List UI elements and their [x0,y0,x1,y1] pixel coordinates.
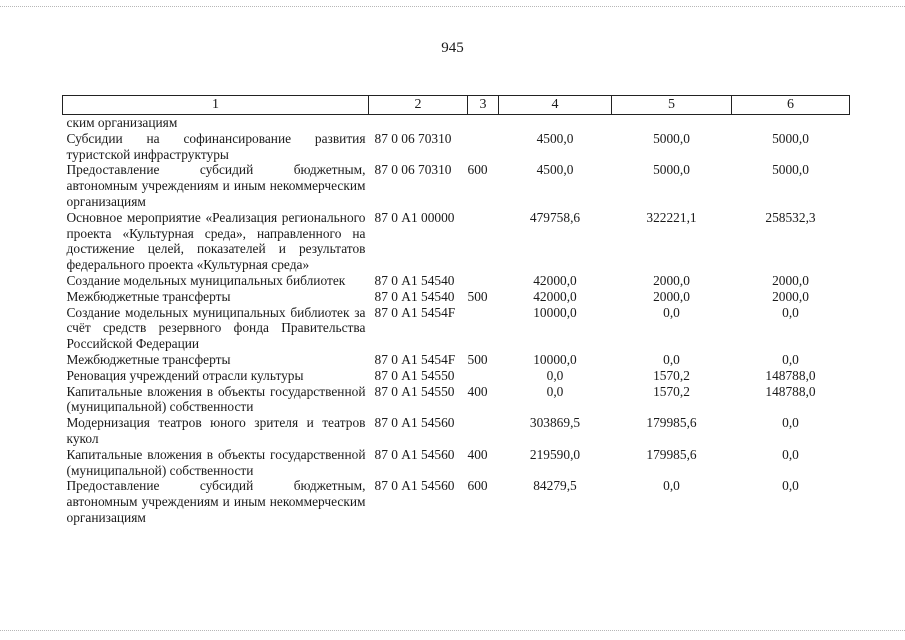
row-value-year1: 42000,0 [533,288,577,304]
row-value-year1: 4500,0 [536,162,574,178]
row-name: Капитальные вложения в объекты государственной (муниципальной) собственности [66,446,366,478]
row-value-year3: 0,0 [782,304,799,320]
table-row [63,368,850,384]
row-value-year2: 5000,0 [653,162,690,178]
column-header-type: 3 [468,96,499,115]
page-number: 945 [441,40,464,56]
table-row [63,162,850,209]
row-value-year3: 2000,0 [772,272,809,288]
table-row [63,289,850,305]
row-value-year1: 42000,0 [533,272,577,288]
row-code: 87 0 А1 5454F [374,351,456,367]
row-value-year3 [732,115,850,131]
row-code: 87 0 А1 54550 [374,383,455,399]
row-value-year2: 0,0 [663,304,680,320]
row-name: Предоставление субсидий бюджетным, автономным учреждениям и иным некоммерческим организациям [66,162,366,209]
row-expense-type [468,273,499,289]
row-code: 87 0 06 70310 [374,162,452,178]
table-body [63,115,850,526]
column-header-code: 2 [369,96,468,115]
row-expense-type: 500 [467,288,488,304]
row-value-year1: 479758,6 [529,209,581,225]
row-value-year1: 10000,0 [533,351,577,367]
row-expense-type: 400 [467,446,488,462]
row-value-year2: 2000,0 [653,288,690,304]
row-value-year3: 0,0 [782,351,799,367]
row-value-year1 [499,115,612,131]
header-row [63,96,850,115]
row-value-year2: 322221,1 [646,209,697,225]
budget-table [62,95,850,526]
row-value-year1: 0,0 [546,367,564,383]
row-value-year2: 1570,2 [653,383,690,399]
scan-edge-top [0,6,905,8]
row-code: 87 0 А1 54540 [374,288,455,304]
row-value-year1: 4500,0 [536,130,574,146]
row-expense-type [468,415,499,447]
column-header-year1: 4 [499,96,612,115]
row-value-year2: 179985,6 [646,446,697,462]
row-name: Субсидии на софинансирование развития туристской инфраструктуры [66,130,366,162]
row-value-year3: 148788,0 [765,383,816,399]
column-header-name: 1 [63,96,369,115]
row-code: 87 0 А1 54540 [374,272,455,288]
row-name: Капитальные вложения в объекты государственной (муниципальной) собственности [66,383,366,415]
row-value-year2 [612,115,732,131]
row-value-year3: 148788,0 [765,367,816,383]
row-expense-type [468,305,499,352]
row-value-year2: 2000,0 [653,272,690,288]
row-expense-type [468,368,499,384]
row-value-year2: 179985,6 [646,415,697,431]
row-name: ским организациям [66,115,178,130]
column-header-year3: 6 [732,96,850,115]
row-code: 87 0 А1 54560 [374,446,455,462]
table-header [63,96,850,115]
table-row [63,115,850,131]
row-value-year1: 219590,0 [529,446,581,462]
row-code: 87 0 А1 54550 [374,367,455,383]
row-name: Межбюджетные трансферты [66,288,231,304]
row-value-year1: 10000,0 [533,304,577,320]
row-value-year3: 258532,3 [765,209,816,225]
row-code: 87 0 06 70310 [374,130,452,146]
row-value-year1: 84279,5 [533,478,577,494]
row-value-year1: 303869,5 [529,415,581,431]
row-name: Модернизация театров юного зрителя и театров кукол [66,415,366,446]
row-code: 87 0 А1 5454F [374,304,456,320]
row-value-year2: 5000,0 [653,130,690,146]
row-value-year3: 0,0 [782,415,799,431]
row-expense-type: 400 [467,383,488,399]
row-name: Реновация учреждений отрасли культуры [66,367,304,383]
row-value-year3: 2000,0 [772,288,809,304]
table-row [63,352,850,368]
table-row [63,305,850,352]
table-row [63,384,850,416]
column-header-year2: 5 [612,96,732,115]
row-name: Создание модельных муниципальных библиотек за счёт средств резервного фонда Правительства Российской Федерации [66,304,366,352]
scan-edge-bottom [0,630,905,632]
table-row [63,273,850,289]
row-name: Предоставление субсидий бюджетным, автономным учреждениям и иным некоммерческим организациям [66,478,366,525]
row-expense-type [468,210,499,273]
row-value-year2: 1570,2 [653,367,690,383]
row-name: Создание модельных муниципальных библиотек [66,272,346,288]
table-row [63,415,850,447]
table-row [63,478,850,525]
row-expense-type: 500 [467,351,488,367]
row-value-year3: 5000,0 [772,130,809,146]
row-value-year2: 0,0 [663,478,680,494]
row-value-year3: 0,0 [782,478,799,494]
row-code: 87 0 А1 54560 [374,415,455,431]
row-expense-type [468,131,499,163]
row-expense-type [468,115,499,131]
row-value-year2: 0,0 [663,351,680,367]
row-code: 87 0 А1 00000 [374,209,455,225]
row-expense-type: 600 [467,162,488,178]
row-code [369,115,468,131]
table-row [63,210,850,273]
row-value-year3: 0,0 [782,446,799,462]
table-row [63,447,850,479]
row-code: 87 0 А1 54560 [374,478,455,494]
row-value-year3: 5000,0 [772,162,809,178]
row-value-year1: 0,0 [546,383,564,399]
row-name: Основное мероприятие «Реализация регионального проекта «Культурная среда», направленного на достижение целей, показателей и результатов федерального проекта «Культурная среда» [66,209,366,273]
row-name: Межбюджетные трансферты [66,351,231,367]
table-row [63,131,850,163]
row-expense-type: 600 [467,478,488,494]
